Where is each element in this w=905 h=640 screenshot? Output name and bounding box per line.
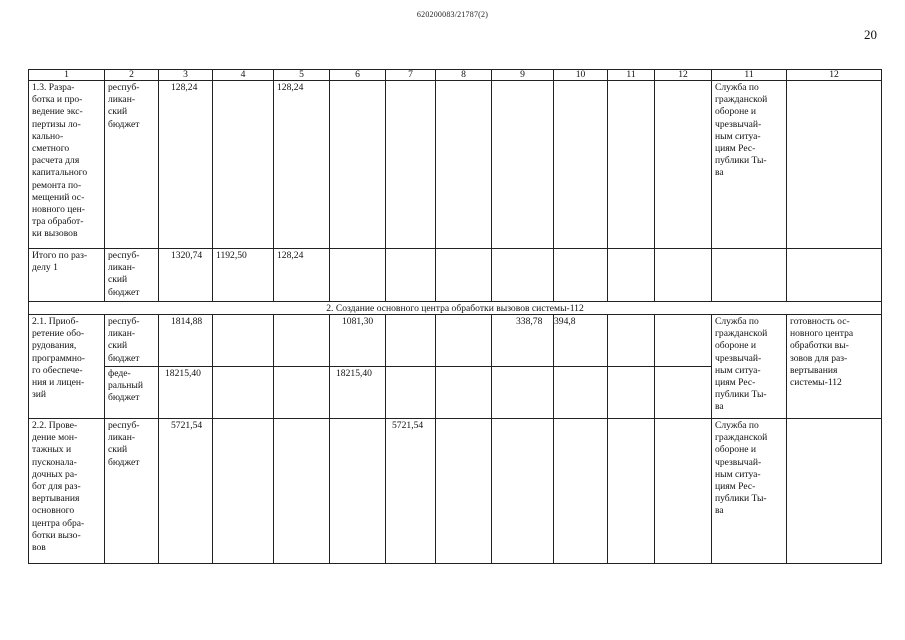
amount-cell [655, 315, 712, 367]
amount-cell [554, 419, 608, 564]
table-row [29, 419, 882, 564]
amount-cell [655, 81, 712, 249]
amount-cell [436, 419, 492, 564]
header-cell: 8 [436, 70, 492, 81]
document-code: 620200083/21787(2) [416, 10, 489, 19]
amount-cell [608, 315, 655, 367]
amount-cell [492, 367, 554, 419]
amount-cell [330, 419, 386, 564]
amount-total: 5721,54 [159, 419, 213, 564]
executor [712, 249, 787, 302]
amount-cell [608, 81, 655, 249]
header-row [29, 70, 882, 81]
amount-cell: 394,8 [554, 315, 608, 367]
amount-cell [492, 81, 554, 249]
amount-total: 128,24 [159, 81, 213, 249]
activity-name: 1.3. Разра- ботка и про- ведение экс- пертизы ло- кально- сметного расчета для капитального ремонта по- мещений ос- новного цен- тра обработ- ки вызовов [29, 81, 105, 249]
result-cell [787, 419, 882, 564]
amount-cell [655, 367, 712, 419]
budget-table [28, 69, 882, 564]
amount-cell [213, 315, 274, 367]
header-cell: 10 [554, 70, 608, 81]
amount-total: 18215,40 [159, 367, 213, 419]
amount-cell: 338,78 [492, 315, 554, 367]
amount-cell [274, 367, 330, 419]
funding-source: респуб- ликан- ский бюджет [105, 81, 159, 249]
amount-cell: 1081,30 [330, 315, 386, 367]
activity-name: 2.1. Приоб- ретение обо- рудования, программно- го обеспече- ния и лицен- зий [29, 315, 105, 419]
header-cell: 12 [655, 70, 712, 81]
amount-cell [554, 249, 608, 302]
funding-source: феде- ральный бюджет [105, 367, 159, 419]
header-cell: 11 [712, 70, 787, 81]
executor: Служба по гражданской обороне и чрезвычай- ным ситуа- циям Рес- публики Ты- ва [712, 419, 787, 564]
amount-total: 1814,88 [159, 315, 213, 367]
amount-cell [274, 315, 330, 367]
section-title: 2. Создание основного центра обработки вызовов системы-112 [29, 302, 882, 315]
amount-cell [436, 81, 492, 249]
header-cell: 7 [386, 70, 436, 81]
activity-name: Итого по раз- делу 1 [29, 249, 105, 302]
amount-cell [554, 367, 608, 419]
activity-name: 2.2. Прове- дение мон- тажных и пусконала- дочных ра- бот для раз- вертывания основного центра обра- ботки вызо- вов [29, 419, 105, 564]
amount-cell [436, 367, 492, 419]
amount-cell [330, 81, 386, 249]
header-cell: 12 [787, 70, 882, 81]
funding-source: респуб- ликан- ский бюджет [105, 249, 159, 302]
page-number: 20 [864, 27, 877, 42]
amount-cell [554, 81, 608, 249]
amount-cell [386, 315, 436, 367]
table-row [29, 249, 882, 302]
header-cell: 2 [105, 70, 159, 81]
amount-cell [608, 367, 655, 419]
header-cell: 5 [274, 70, 330, 81]
funding-source: респуб- ликан- ский бюджет [105, 315, 159, 367]
amount-cell [213, 81, 274, 249]
amount-cell: 128,24 [274, 81, 330, 249]
amount-cell [330, 249, 386, 302]
result-cell [787, 249, 882, 302]
result-cell [787, 81, 882, 249]
amount-cell [386, 367, 436, 419]
amount-cell [436, 249, 492, 302]
amount-cell: 18215,40 [330, 367, 386, 419]
header-cell: 4 [213, 70, 274, 81]
amount-cell [655, 419, 712, 564]
amount-cell: 128,24 [274, 249, 330, 302]
header-cell: 6 [330, 70, 386, 81]
amount-cell [608, 249, 655, 302]
amount-cell [436, 315, 492, 367]
executor: Служба по гражданской обороне и чрезвычай- ным ситуа- циям Рес- публики Ты- ва [712, 315, 787, 419]
header-cell: 3 [159, 70, 213, 81]
funding-source: респуб- ликан- ский бюджет [105, 419, 159, 564]
expected-result: готовность ос- новного центра обработки вы- зовов для раз- вертывания системы-112 [787, 315, 882, 419]
amount-total: 1320,74 [159, 249, 213, 302]
amount-cell [213, 367, 274, 419]
header-cell: 1 [29, 70, 105, 81]
amount-cell [386, 249, 436, 302]
amount-cell [274, 419, 330, 564]
table-row [29, 81, 882, 249]
amount-cell [608, 419, 655, 564]
amount-cell [213, 419, 274, 564]
amount-cell [492, 419, 554, 564]
amount-cell [655, 249, 712, 302]
amount-cell [492, 249, 554, 302]
section-row [29, 302, 882, 315]
header-cell: 9 [492, 70, 554, 81]
amount-cell [386, 81, 436, 249]
table-row [29, 315, 882, 367]
amount-cell: 1192,50 [213, 249, 274, 302]
header-cell: 11 [608, 70, 655, 81]
amount-cell: 5721,54 [386, 419, 436, 564]
executor: Служба по гражданской обороне и чрезвычай- ным ситуа- циям Рес- публики Ты- ва [712, 81, 787, 249]
